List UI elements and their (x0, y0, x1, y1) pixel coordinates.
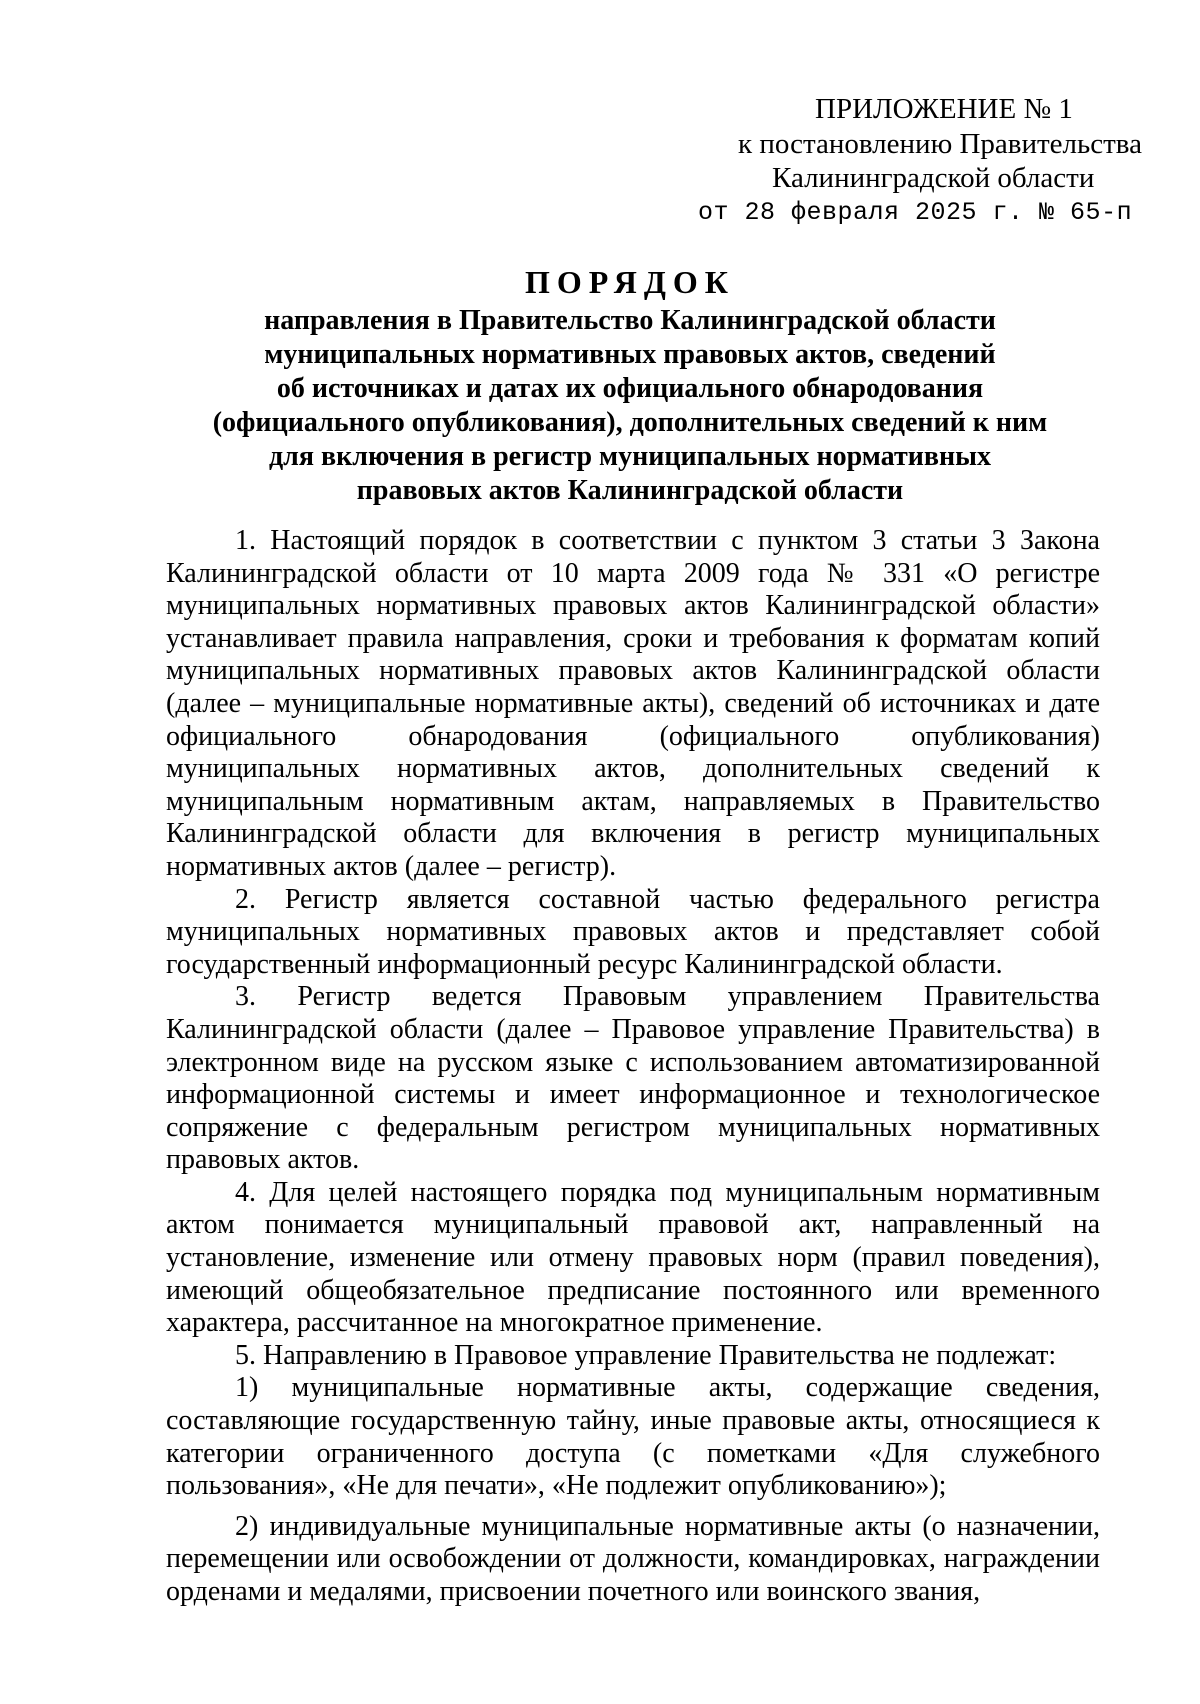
subtitle-line: направления в Правительство Калининградской области (264, 305, 996, 336)
subtitle-line: правовых актов Калининградской области (356, 475, 904, 506)
subitem-1: 1) муниципальные нормативные акты, содержащие сведения, составляющие государственную тайну, иные правовые акты, относящиеся к категории ограниченного доступа (с пометками «Для служебного пользования», «Не для печати», «Не подлежит опубликованию»); (166, 1372, 1100, 1502)
paragraph-1: 1. Настоящий порядок в соответствии с пунктом 3 статьи 3 Закона Калининградской области от 10 марта 2009 года № 331 «О регистре муниципальных нормативных правовых актов Калининградской области» устанавливает правила направления, сроки и требования к форматам копий муниципальных нормативных правовых актов Калининградской области (далее – муниципальные нормативные акты), сведений об источниках и дате официального обнародования (официального опубликования) муниципальных нормативных актов, дополнительных сведений к муниципальным нормативным актам, направляемых в Правительство Калининградской области для включения в регистр муниципальных нормативных актов (далее – регистр). (166, 525, 1100, 882)
document-heading (160, 262, 1100, 508)
paragraph-5: 5. Направлению в Правовое управление Правительства не подлежат: (235, 1339, 1057, 1371)
paragraph-4: 4. Для целей настоящего порядка под муниципальным нормативным актом понимается муниципальный правовой акт, направленный на установление, изменение или отмену правовых норм (правил поведения), имеющий общеобязательное предписание постоянного или временного характера, рассчитанное на многократное применение. (166, 1176, 1100, 1339)
paragraph-2: 2. Регистр является составной частью федерального регистра муниципальных нормативных правовых актов и представляет собой государственный информационный ресурс Калининградской области. (166, 883, 1100, 980)
document-body (166, 525, 1100, 1609)
appendix-region-line: Калининградской области (772, 162, 1095, 194)
subtitle-line: муниципальных нормативных правовых актов, сведений (264, 339, 996, 370)
subitem-2: 2) индивидуальные муниципальные нормативные акты (о назначении, перемещении или освобождении от должности, командировках, награждении орденами и медалями, присвоении почетного или воинского звания, (166, 1510, 1100, 1607)
subtitle-line: об источниках и датах их официального обнародования (276, 373, 984, 404)
paragraph-3: 3. Регистр ведется Правовым управлением Правительства Калининградской области (далее – Правовое управление Правительства) в электронном виде на русском языке с использованием автоматизированной информационной системы и имеет информационное и технологическое сопряжение с федеральным регистром муниципальных нормативных правовых актов. (166, 981, 1100, 1176)
subtitle-line: для включения в регистр муниципальных нормативных (269, 441, 991, 472)
appendix-date-number: от 28 февраля 2025 г. № 65-п (698, 197, 1133, 227)
appendix-block (620, 92, 1140, 230)
appendix-title: ПРИЛОЖЕНИЕ № 1 (815, 93, 1073, 125)
document-title: ПОРЯДОК (525, 264, 735, 300)
appendix-resolution-line: к постановлению Правительства (738, 127, 1142, 160)
subtitle-line: (официального опубликования), дополнительных сведений к ним (212, 407, 1048, 438)
